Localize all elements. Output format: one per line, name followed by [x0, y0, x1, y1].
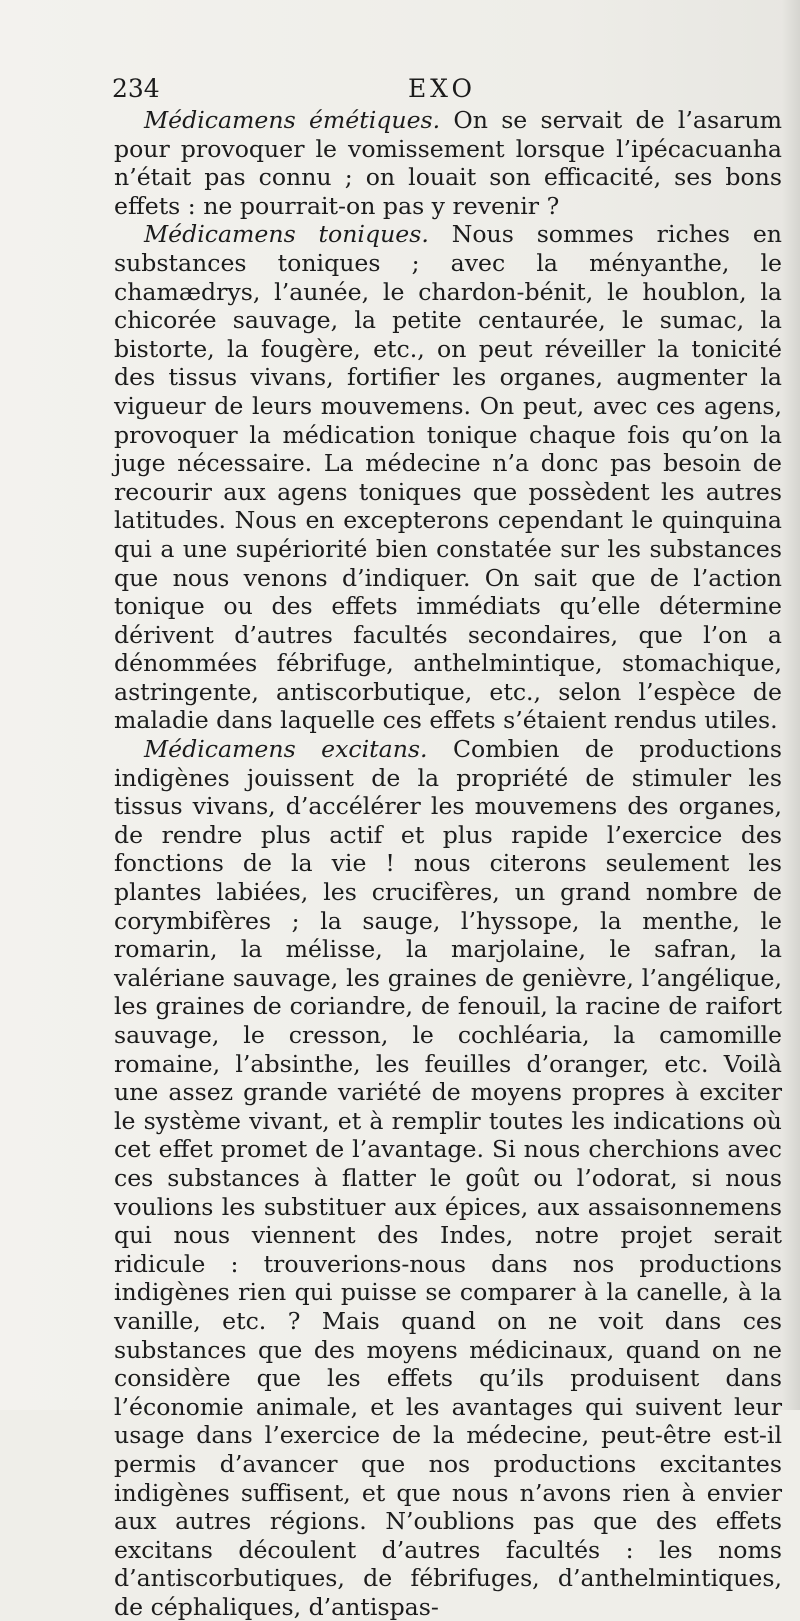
- paragraph-emetiques: [114, 106, 782, 220]
- paragraph-text: On se servait de l’asarum pour provoquer le vomissement lorsque l’ipécacuanha n’était pas connu ; on louait son efficacité, ses bons effets : ne pourrait-on pas y revenir ?: [114, 106, 782, 220]
- page-header: [112, 74, 772, 108]
- paragraph-heading: Médicamens émétiques.: [144, 106, 441, 134]
- text-body: [114, 106, 782, 1621]
- paragraph-text: Nous sommes riches en substances toniques ; avec la ményanthe, le chamædrys, l’aunée, le chardon-bénit, le houblon, la chicorée sauvage, la petite centaurée, le sumac, la bistorte, la fougère, etc., on peut réveiller la tonicité des tissus vivans, fortifier les organes, augmenter la vigueur de leurs mouvemens. On peut, avec ces agens, provoquer la médication tonique chaque fois qu’on la juge nécessaire. La médecine n’a donc pas besoin de recourir aux agens toniques que possèdent les autres latitudes. Nous en excepterons cependant le quinquina qui a une supériorité bien constatée sur les substances que nous venons d’indiquer. On sait que de l’action tonique ou des effets immédiats qu’elle détermine dérivent d’autres facultés secondaires, que l’on a dénommées fébrifuge, anthelmintique, stomachique, astringente, antiscorbutique, etc., selon l’espèce de maladie dans laquelle ces effets s’étaient rendus utiles.: [114, 220, 782, 735]
- running-title: EXO: [407, 74, 477, 103]
- paragraph-heading: Médicamens excitans.: [144, 735, 428, 764]
- page-number: 234: [112, 74, 160, 103]
- paragraph-excitans: [114, 735, 782, 1621]
- paragraph-text: Combien de productions indigènes jouissent de la propriété de stimuler les tissus vivans, d’accélérer les mouvemens des organes, de rendre plus actif et plus rapide l’exercice des fonctions de la vie ! nous citerons seulement les plantes labiées, les crucifères, un grand nombre de corymbifères ; la sauge, l’hyssope, la menthe, le romarin, la mélisse, la marjolaine, le safran, la valériane sauvage, les graines de genièvre, l’angélique, les graines de coriandre, de fenouil, la racine de raifort sauvage, le cresson, le cochléaria, la camomille romaine, l’absinthe, les feuilles d’oranger, etc. Voilà une assez grande variété de moyens propres à exciter le système vivant, et à remplir toutes les indications où cet effet promet de l’avantage. Si nous cherchions avec ces substances à flatter le goût ou l’odorat, si nous voulions les substituer aux épices, aux assaisonnemens qui nous viennent des Indes, notre projet serait ridicule : trouverions-nous dans nos productions indigènes rien qui puisse se comparer à la canelle, à la vanille, etc. ? Mais quand on ne voit dans ces substances que des moyens médicinaux, quand on ne considère que les effets qu’ils produisent dans l’économie animale, et les avantages qui suivent leur usage dans l’exercice de la médecine, peut-être est-il permis d’avancer que nos productions excitantes indigènes suffisent, et que nous n’avons rien à envier aux autres régions. N’oublions pas que des effets excitans découlent d’autres facultés : les noms d’antiscorbutiques, de fébrifuges, d’anthelmintiques, de céphaliques, d’antispas-: [114, 735, 782, 1621]
- paragraph-toniques: [114, 220, 782, 735]
- page-edge-shadow: [782, 0, 800, 1410]
- paragraph-heading: Médicamens toniques.: [144, 220, 429, 249]
